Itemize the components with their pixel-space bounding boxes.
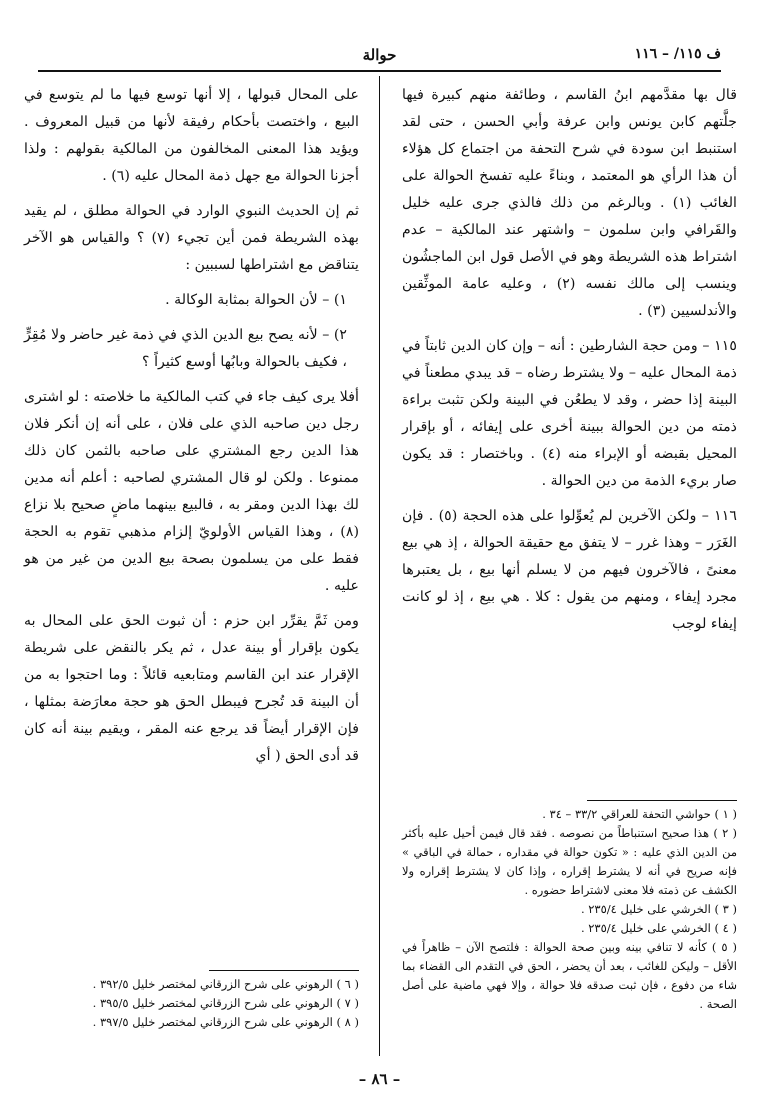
footnote: ( ٨ ) الرهوني على شرح الزرقاني لمختصر خليل ٣٩٧/٥ . — [92, 1015, 359, 1029]
footnotes-right — [402, 794, 737, 1014]
list-item: ١) – لأن الحوالة بمثابة الوكالة . — [165, 292, 347, 308]
paragraph-115: ١١٥ – ومن حجة الشارطين : أنه – وإن كان الدين ثابتاً في ذمة المحال عليه – ولا يشترط رضاه – قد يبدي مطعناً في البينة إذا حضر ، وقد لا يطعُن في البينة ولكن تثبت براءة ذمته من دين الحوالة ببينة أخرى على إيفائه ، أو بإقرار المحيل بقبضه أو الإبراء منه (٤) . وباختصار : قد يكون صار بريء الذمة من دين الحوالة . — [402, 338, 737, 489]
footnote: ( ٢ ) هذا صحيح استنباطاً من نصوصه . فقد قال فيمن أحيل عليه بأكثر من الدين الذي عليه : « تكون حوالة في مقداره ، حمالة في الباقي » فإنه صريح في أنه لا يشترط إقراره ، وإذا كان لا يشترط إقراره ولا الكشف عن ذمته فلا معنى لاشتراط حضوره . — [402, 826, 737, 897]
footnotes-left — [24, 964, 359, 1032]
page-header — [38, 42, 721, 68]
paragraph: قال بها مقدَّمهم ابنُ القاسم ، وطائفة منهم كبيرة فيها جلَّتهم كابن يونس وابن عرفة وأبي الحسن ، حتى لقد استنبط ابن سودة في شرح التحفة من اجتماع كل هؤلاء أن هذا الرأي هو المعتمد ، وبناءً عليه تفسخ الحوالة على الغائب (١) . وبالرغم من ذلك فالذي جرى عليه خليل والقَرافي وابن سلمون – واشتهر عند المالكية – عدم اشتراط هذه الشريطة وهو في الأصل قول ابن الماجشُون وينسب إلى مالك نفسه (٢) ، وعليه عامة الموثِّقين والأندلسيين (٣) . — [402, 87, 738, 319]
right-column — [402, 82, 738, 1011]
paragraph-116: ١١٦ – ولكن الآخرين لم يُعوِّلوا على هذه الحجة (٥) . فإن الغَرَر – وهذا غرر – لا يتفق مع حقيقة الحوالة ، إذ هي بيع معنىً ، فالآخرون فيهم من لا يسلم أنها بيع ، بل يعتبرها مجرد إيفاء ، ومنهم من يقول : كلا . هي بيع ، إذ لو كانت إيفاء لوجب — [402, 508, 737, 632]
footnote: ( ٥ ) كأنه لا تنافي بينه وبين صحة الحوالة : فلتصح الآن – ظاهراً في الأقل – وليكن للغائب ، بعد أن يحضر ، الحق في التقدم الى القضاء بما شاء من دفوع ، فإن ثبت صدقه فلا حوالة ، وإلا فهي ماضية على أصل الصحة . — [402, 940, 737, 1011]
footnote-rule — [587, 800, 737, 801]
paragraph: على المحال قبولها ، إلا أنها توسع فيها ما لم يتوسع في البيع ، واختصت بأحكام رفيقة لأنها من قبيل المعروف . ويؤيد هذا المعنى المخالفون من المالكية بقولهم : ولذا أجزنا الحوالة مع جهل ذمة المحال عليه (٦) . — [24, 87, 359, 184]
list-item: ٢) – لأنه يصح بيع الدين الذي في ذمة غير حاضر ولا مُقِرٍّ ، فكيف بالحوالة وبابُها أوسع كثيراً ؟ — [24, 327, 347, 370]
footnote: ( ٣ ) الخرشي على خليل ٢٣٥/٤ . — [580, 902, 737, 916]
footnote: ( ٦ ) الرهوني على شرح الزرقاني لمختصر خليل ٣٩٢/٥ . — [92, 977, 359, 991]
footnote: ( ١ ) حواشي التحفة للعراقي ٣٣/٢ – ٣٤ . — [542, 807, 737, 821]
footnote: ( ٤ ) الخرشي على خليل ٢٣٥/٤ . — [580, 921, 737, 935]
footnote: ( ٧ ) الرهوني على شرح الزرقاني لمختصر خليل ٣٩٥/٥ . — [92, 996, 359, 1010]
footnote-rule — [209, 970, 359, 971]
page-number: – ٨٦ – — [358, 1070, 401, 1088]
section-code: ف ١١٥/ – ١١٦ — [634, 46, 721, 62]
column-divider — [379, 76, 380, 1056]
paragraph: ومن ثَمَّ يقرِّر ابن حزم : أن ثبوت الحق على المحال به يكون بإقرار أو بينة عدل ، ثم يكر بالنقض على شريطة الإقرار عند ابن القاسم ومتابعيه قائلاً : وما احتجوا به من أن البينة قد تُجرح فيبطل الحق هو حجة معارَضة بمثلها ، فإن الإقرار أيضاً قد يرجع عنه المقر ، ويقيم بينة أنه كان قد أدى الحق ( أي — [24, 613, 359, 764]
page-title: حوالة — [362, 46, 397, 64]
left-column — [24, 82, 359, 1029]
paragraph: أفلا يرى كيف جاء في كتب المالكية ما خلاصته : لو اشترى رجل دين صاحبه الذي على فلان ، على أنه إن أنكر فلان هذا الدين رجع المشتري على صاحبه بالثمن كان ذلك ممنوعا . ولكن لو قال المشتري لصاحبه : أعلم أنه مدين لك بهذا الدين ومقر به ، فالبيع بينهما ماضٍ صحيح بلا نزاع (٨) ، وهذا القياس الأولويّ إلزام مذهبي تقوم به الحجة فقط على من يسلمون بصحة بيع الدين من غير من هو عليه . — [24, 389, 359, 594]
header-rule — [38, 70, 721, 72]
paragraph: ثم إن الحديث النبوي الوارد في الحوالة مطلق ، لم يقيد بهذه الشريطة فمن أين تجيء (٧) ؟ والقياس هو الآخر يتناقض مع اشتراطها لسببين : — [24, 203, 359, 273]
